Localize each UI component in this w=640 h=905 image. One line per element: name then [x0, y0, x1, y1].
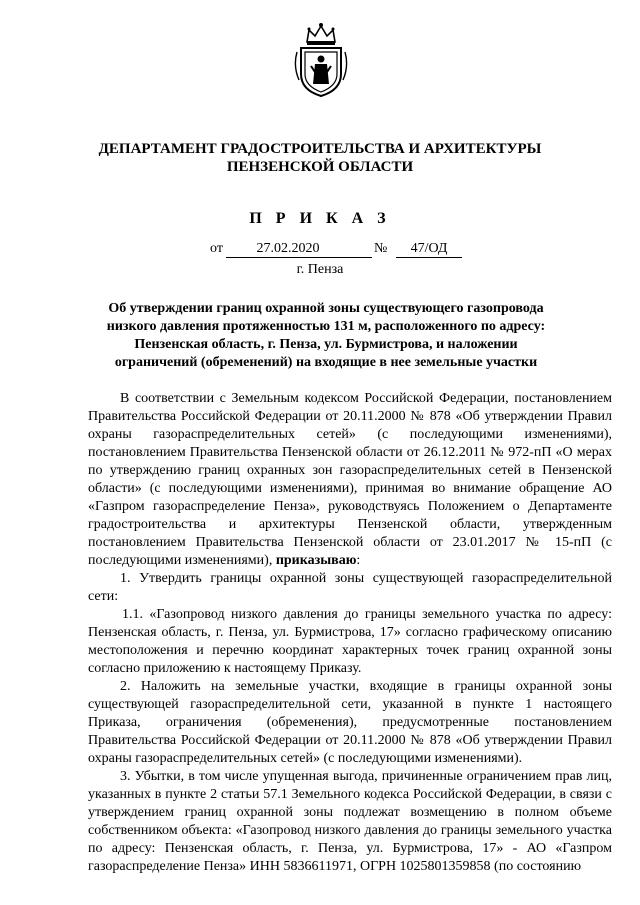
document-date: 27.02.2020	[256, 241, 320, 256]
document-number: 47/ОД	[410, 241, 448, 256]
item-1: 1. Утвердить границы охранной зоны существующей газораспределительной сети:	[88, 571, 612, 604]
preamble-bold-word: приказываю	[275, 553, 357, 568]
item-1-1: 1.1. «Газопровод низкого давления до границы земельного участка по адресу: Пензенская область, г. Пенза, ул. Бурмистрова, 17» согласно графическому описанию местоположения и перечню координат характерных точек границ охранной зоны согласно приложению к настоящему Приказу.	[88, 607, 612, 676]
document-type-title: П Р И К А З	[249, 210, 391, 227]
coat-of-arms-emblem	[293, 22, 349, 98]
number-underline	[396, 257, 462, 258]
city-name: г. Пенза	[296, 262, 344, 277]
document-body	[88, 390, 612, 876]
preamble-paragraph	[88, 390, 612, 570]
date-prefix: от	[210, 241, 223, 256]
number-prefix: №	[374, 241, 388, 256]
date-underline	[226, 257, 372, 258]
document-subject: Об утверждении границ охранной зоны существующего газопровода низкого давления протяженностью 131 м, расположенного по адресу: Пензенская область, г. Пенза, ул. Бурмистрова, и наложении ограничений (обременений) на входящие в нее земельные участки	[106, 301, 546, 370]
department-name-line2: ПЕНЗЕНСКОЙ ОБЛАСТИ	[226, 159, 414, 175]
preamble-text: В соответствии с Земельным кодексом Российской Федерации, постановлением Правительства Российской Федерации от 20.11.2000 № 878 «Об утверждении Правил охраны газораспределительных сетей» (с последующими изменениями), постановлением Правительства Пензенской области от 26.12.2011 № 972-пП «О мерах по утверждению границ охранных зон газораспределительных сетей в Пензенской области» (с последующими изменениями), принимая во внимание обращение АО «Газпром газораспределение Пенза», руководствуясь Положением о Департаменте градостроительства и архитектуры Пензенской области, утвержденным постановлением Правительства Пензенской области от 23.01.2017 № 15-пП (с последующими изменениями),	[88, 391, 612, 568]
department-name-line1: ДЕПАРТАМЕНТ ГРАДОСТРОИТЕЛЬСТВА И АРХИТЕКТУРЫ	[98, 141, 542, 157]
preamble-end: :	[356, 553, 361, 568]
item-2: 2. Наложить на земельные участки, входящие в границы охранной зоны существующей газораспределительной сети, указанной в пункте 1 настоящего Приказа, ограничения (обременения), предусмотренные постановлением Правительства Российской Федерации от 20.11.2000 № 878 «Об утверждении Правил охраны газораспределительных сетей» (с последующими изменениями).	[88, 679, 612, 766]
item-3: 3. Убытки, в том числе упущенная выгода, причиненные ограничением прав лиц, указанных в пункте 2 статьи 57.1 Земельного кодекса Российской Федерации, в связи с утверждением границ охранной зоны подлежат возмещению в полном объеме собственником объекта: «Газопровод низкого давления до границы земельного участка по адресу: Пензенская область, г. Пенза, ул. Бурмистрова, 17» - АО «Газпром газораспределение Пенза» ИНН 5836611971, ОГРН 1025801359858 (по состоянию	[88, 769, 612, 874]
